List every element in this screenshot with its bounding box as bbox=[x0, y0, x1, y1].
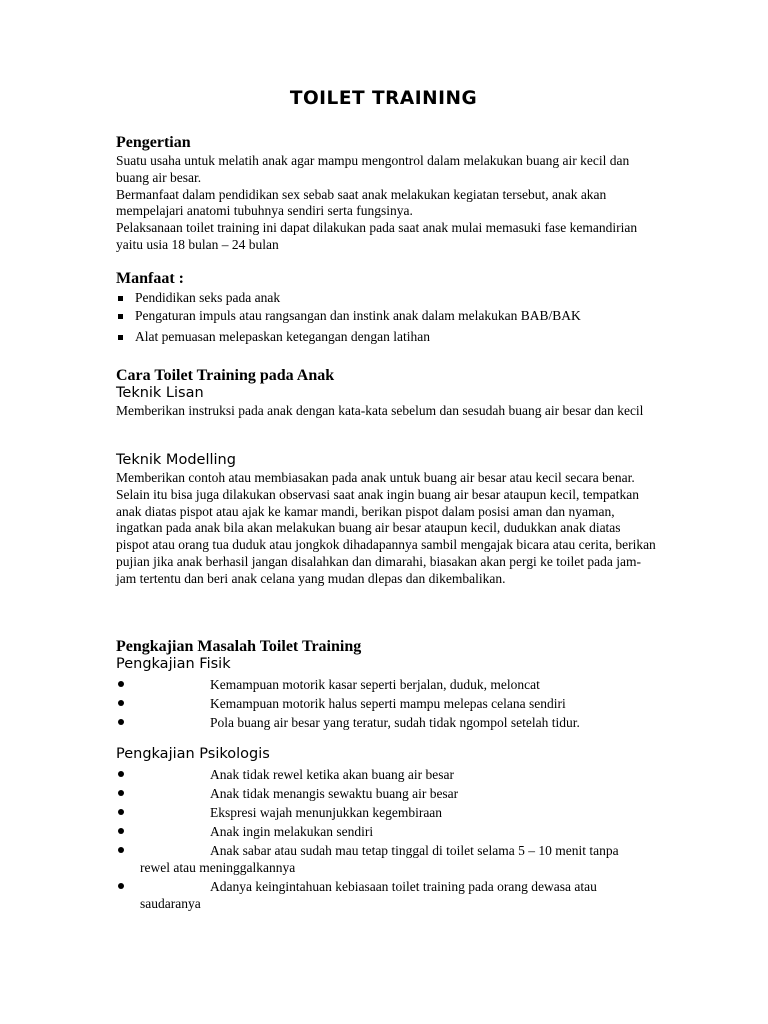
list-item: Pendidikan seks pada anak bbox=[116, 290, 581, 308]
list-item: Anak tidak menangis sewaktu buang air besar bbox=[116, 785, 656, 804]
teknik-modelling-body bbox=[116, 470, 656, 588]
list-item: Pola buang air besar yang teratur, sudah tidak ngompol setelah tidur. bbox=[116, 714, 656, 731]
teknik-modelling-paragraph: Memberikan contoh atau membiasakan pada anak untuk buang air besar atau kecil secara benar. bbox=[116, 470, 635, 485]
pengertian-paragraph: Pelaksanaan toilet training ini dapat dilakukan pada saat anak mulai memasuki fase kemandirian yaitu usia 18 bulan – 24 bulan bbox=[116, 220, 638, 252]
pengkajian-fisik-list bbox=[116, 676, 656, 731]
teknik-lisan-paragraph: Memberikan instruksi pada anak dengan kata-kata sebelum dan sesudah buang air besar dan kecil bbox=[116, 403, 644, 418]
teknik-modelling-paragraph: Selain itu bisa juga dilakukan observasi saat anak ingin buang air besar ataupun kecil, tempatkan anak diatas pispot atau ajak ke kamar mandi, berikan pispot dalam posisi aman dan nyaman, ingatkan pada anak bila akan melakukan buang air besar ataupun kecil, dudukkan anak diatas pispot atau orang tua duduk atau jongkok dihadapannya sambil mengajak bicara atau cerita, berikan pujian jika anak berhasil jangan disalahkan dan dimarahi, biasakan akan pergi ke toilet pada jam-jam tertentu dan beri anak celana yang mudan dlepas dan dikembalikan. bbox=[116, 486, 656, 586]
list-item: Kemampuan motorik halus seperti mampu melepas celana sendiri bbox=[116, 695, 656, 714]
teknik-lisan-text bbox=[116, 403, 656, 420]
list-item: Pengaturan impuls atau rangsangan dan instink anak dalam melakukan BAB/BAK bbox=[116, 308, 581, 329]
heading-manfaat: Manfaat : bbox=[116, 270, 184, 287]
heading-pengkajian-fisik: Pengkajian Fisik bbox=[116, 656, 231, 672]
pengertian-paragraph: Bermanfaat dalam pendidikan sex sebab saat anak melakukan kegiatan tersebut, anak akan mempelajari anatomi tubuhnya sendiri serta fungsinya. bbox=[116, 186, 607, 219]
list-item: Kemampuan motorik kasar seperti berjalan, duduk, meloncat bbox=[116, 676, 656, 695]
heading-teknik-modelling: Teknik Modelling bbox=[116, 452, 236, 468]
heading-pengertian: Pengertian bbox=[116, 134, 191, 151]
heading-pengkajian-psikologis: Pengkajian Psikologis bbox=[116, 746, 270, 762]
list-item: Anak ingin melakukan sendiri bbox=[116, 823, 656, 842]
heading-teknik-lisan: Teknik Lisan bbox=[116, 385, 204, 401]
list-item: Adanya keingintahuan kebiasaan toilet training pada orang dewasa atau saudaranya bbox=[116, 878, 640, 912]
list-item: Anak sabar atau sudah mau tetap tinggal di toilet selama 5 – 10 menit tanpa rewel atau meninggalkannya bbox=[116, 842, 640, 878]
heading-pengkajian-masalah: Pengkajian Masalah Toilet Training bbox=[116, 638, 362, 655]
document-title: TOILET TRAINING bbox=[289, 88, 478, 109]
pengertian-paragraph: Suatu usaha untuk melatih anak agar mampu mengontrol dalam melakukan buang air kecil dan buang air besar. bbox=[116, 153, 630, 185]
list-item: Alat pemuasan melepaskan ketegangan dengan latihan bbox=[116, 329, 581, 345]
list-item: Ekspresi wajah menunjukkan kegembiraan bbox=[116, 804, 656, 823]
pengkajian-psikologis-list bbox=[116, 766, 656, 912]
manfaat-list bbox=[116, 290, 581, 345]
pengertian-body bbox=[116, 153, 656, 254]
list-item: Anak tidak rewel ketika akan buang air besar bbox=[116, 766, 656, 785]
heading-cara-toilet-training: Cara Toilet Training pada Anak bbox=[116, 367, 335, 384]
